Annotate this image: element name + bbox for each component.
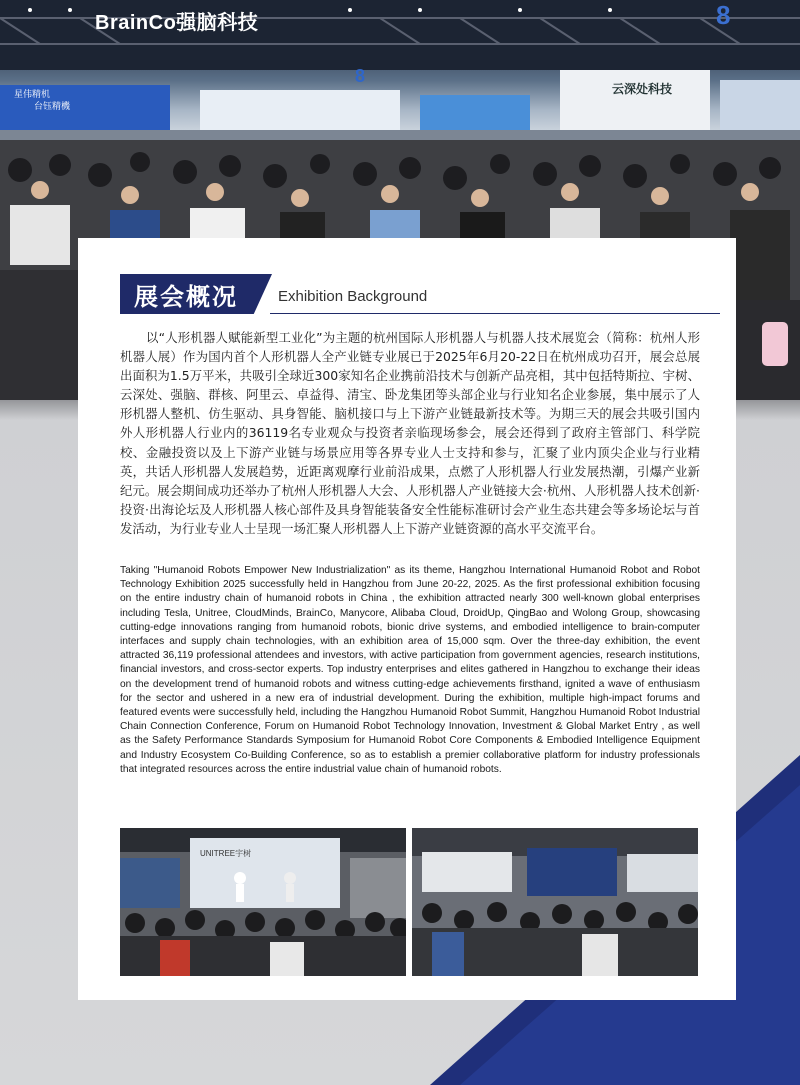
- booth-sign-left-line2: 台钰精機: [34, 102, 71, 112]
- hall-number-sign-small: 8: [355, 66, 366, 86]
- section-header: [120, 274, 720, 314]
- event-photo-left: [120, 828, 406, 976]
- booth-sign-left-line1: 星伟精机: [14, 90, 51, 100]
- booth-sign-right: 云深处科技: [612, 82, 673, 96]
- paragraph-english: Taking "Humanoid Robots Empower New Industrialization" as its theme, Hangzhou International Humanoid Robot and Robot Technology Exhibition 2025 successfully held in Hangzhou from June 20-22, 2025. As the first professional exhibition focusing on the entire industry chain of humanoid robots in China , the exhibition attracted nearly 300 well-known global enterprises including Tesla, Unitree, CloudMinds, BrainCo, Manycore, Alibaba Cloud, DroidUp, QingBao and Wolong Group, showcasing cutting-edge innovations ranging from humanoid robots, bionic drive systems, and embodied intelligence to brain-computer interfaces and supply chain technologies, with an exhibition area of 15,000 sqm. Over the three-day exhibition, the event attracted 36,119 professional attendees and investors, with active participation from government agencies, research institutions, financial investors, and cross-sector experts. Top industry enterprises and elites gathered in Hangzhou to exchange their ideas on the development trend of humanoid robots and witness cutting-edge achievements firsthand, ignited a wave of enthusiasm for the sector and ushered in a new era of industrial development. During the exhibition, multiple high-impact forums and featured events were successfully held, including the Hangzhou Humanoid Robot Summit, Hangzhou Humanoid Robot Industrial Chain Connection Conference, Forum on Humanoid Robot Technology Innovation, Investment & Global Market Entry , as well as the Safety Performance Standards Symposium for Humanoid Robot Core Components & Embodied Intelligence Equipment and Industry Ecosystem Co-Building Conference, so as to establish a premier collaborative platform for industry professionals that integrated resources across the entire industrial value chain of humanoid robots.: [120, 565, 700, 775]
- paragraph-chinese: 以“人形机器人赋能新型工业化”为主题的杭州国际人形机器人与机器人技术展览会（简称：杭州人形机器人展）作为国内首个人形机器人全产业链专业展已于2025年6月20-22日在杭州成功召开，展会总展出面积为1.5万平米，共吸引全球近300家知名企业携前沿技术与创新产品亮相，其中包括特斯拉、宇树、云深处、强脑、群核、阿里云、卓益得、清宝、卧龙集团等头部企业与行业知名企业参展，集中展示了人形机器人整机、仿生驱动、具身智能、脑机接口与上下游产业链最新技术等。为期三天的展会共吸引国内外人形机器人行业内的36119名专业观众与投资者亲临现场参会，展会还得到了政府主管部门、科学院校、金融投资以及上下游产业链与场景应用等各界专业人士支持和参与，汇聚了业内顶尖企业与行业精英，共话人形机器人发展趋势，近距离观摩行业前沿成果，点燃了人形机器人行业发展热潮，引爆产业新纪元。展会期间成功还举办了杭州人形机器人大会、人形机器人产业链接大会·杭州、人形机器人技术创新·投资·出海论坛及人形机器人核心部件及具身智能装备安全性能标准研讨会产业生态共建会等多场论坛与首发活动，为行业专业人士呈现一场汇聚人形机器人上下游产业链资源的高水平交流平台。: [120, 330, 700, 536]
- hall-number-sign: 8: [716, 0, 731, 30]
- section-title-en: Exhibition Background: [278, 288, 428, 305]
- exhibition-booths: [0, 70, 800, 150]
- section-title-cn: 展会概况: [134, 283, 238, 311]
- content-card: [78, 238, 736, 1000]
- brainco-sign: BrainCo强脑科技: [95, 12, 259, 34]
- title-underline: [270, 313, 720, 314]
- event-photo-right-image: [412, 828, 698, 976]
- event-photo-right: [412, 828, 698, 976]
- event-photo-left-image: [120, 828, 406, 976]
- unitree-sign: UNITREE宇树: [200, 849, 252, 858]
- booth-sign-left: [14, 89, 70, 113]
